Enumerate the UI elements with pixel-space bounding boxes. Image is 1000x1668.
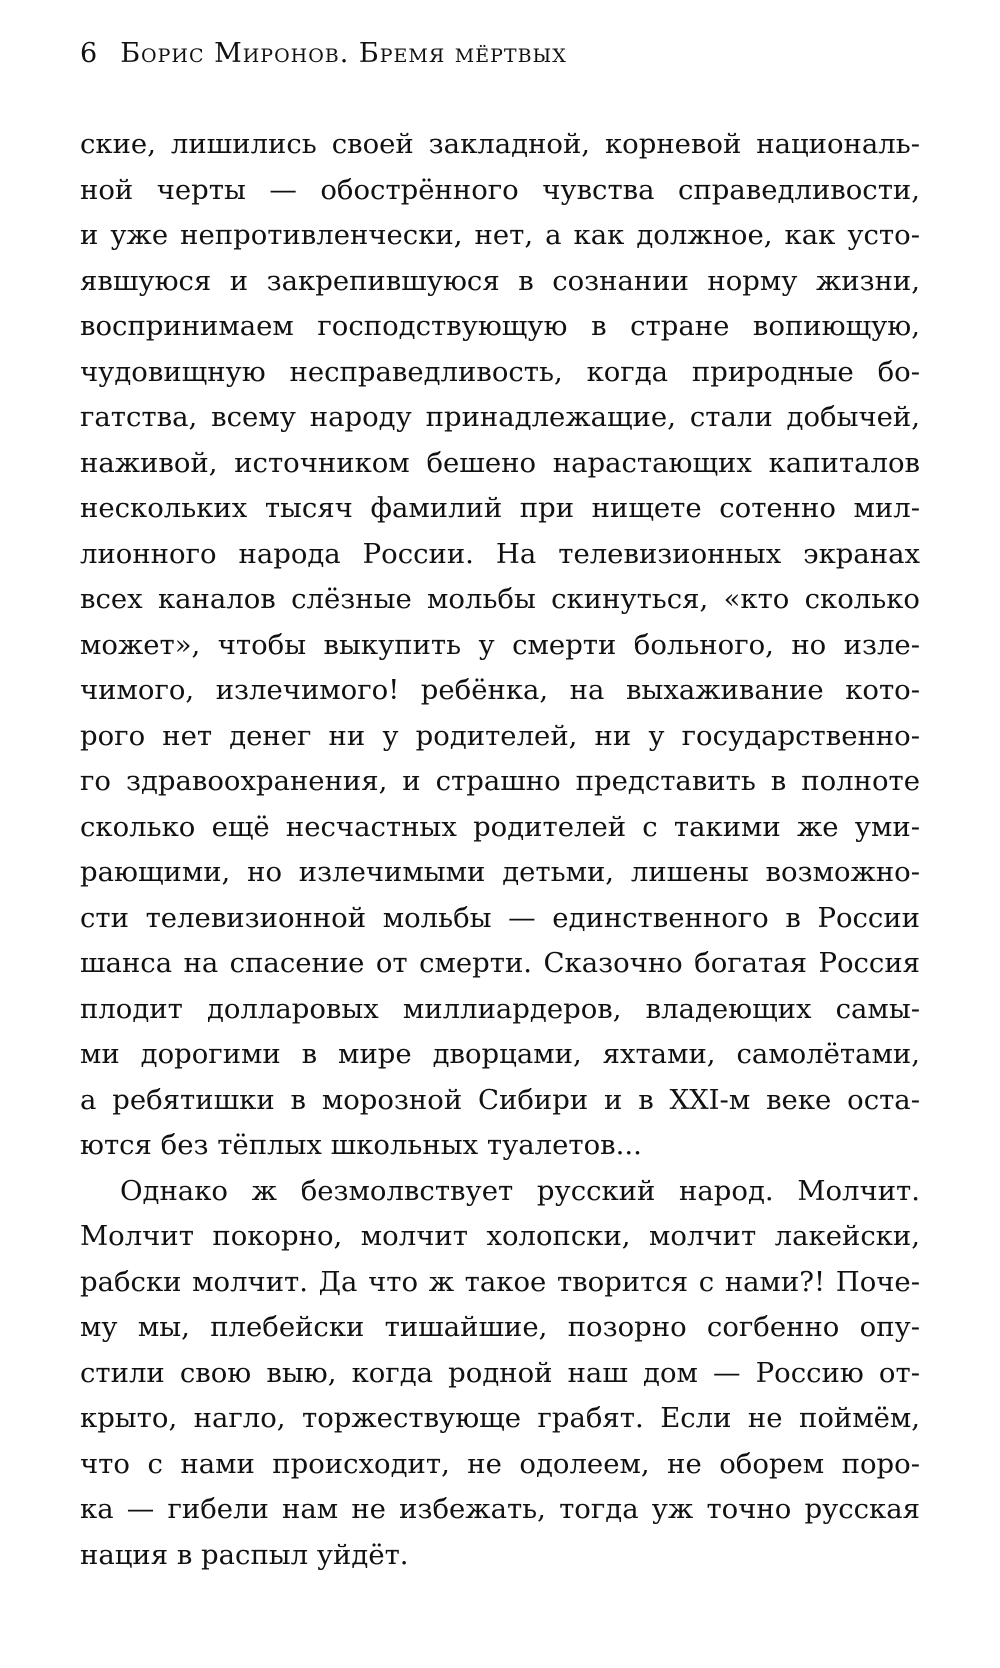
- page-number: 6: [80, 38, 99, 69]
- text-line: рабски молчит. Да что ж такое творится с нами?! Поче-: [80, 1265, 920, 1298]
- text-line: Однако ж безмолвствует русский народ. Молчит.: [120, 1174, 920, 1207]
- text-line: ка — гибели нам не избежать, тогда уж точно русская: [80, 1493, 920, 1525]
- text-line: му мы, плебейски тишайшие, позорно согбенно опу-: [80, 1311, 920, 1343]
- text-line: всех каналов слёзные мольбы скинуться, «кто сколько: [80, 583, 920, 615]
- text-line: а ребятишки в морозной Сибири и в XXI-м веке оста-: [80, 1083, 920, 1116]
- text-line: воспринимаем господствующую в стране вопиющую,: [80, 310, 920, 342]
- text-line: шанса на спасение от смерти. Сказочно богатая Россия: [80, 947, 920, 979]
- text-line: явшуюся и закрепившуюся в сознании норму жизни,: [80, 264, 920, 297]
- text-line: чудовищную несправедливость, когда природные бо-: [80, 355, 920, 388]
- text-line: Молчит покорно, молчит холопски, молчит лакейски,: [80, 1220, 920, 1252]
- text-line: рающими, но излечимыми детьми, лишены возможно-: [80, 856, 920, 888]
- paragraph-2: [80, 1169, 920, 1579]
- text-line: го здравоохранения, и страшно представить в полноте: [80, 765, 920, 797]
- text-line: сколько ещё несчастных родителей с такими же уми-: [80, 810, 920, 843]
- text-line: гатства, всему народу принадлежащие, стали добычей,: [80, 401, 920, 433]
- text-line: рого нет денег ни у родителей, ни у государственно-: [80, 719, 920, 752]
- text-line: крыто, нагло, торжествующе грабят. Если не поймём,: [80, 1402, 920, 1434]
- text-line: наживой, источником бешено нарастающих капиталов: [80, 446, 920, 479]
- text-line: ются без тёплых школьных туалетов...: [80, 1129, 642, 1161]
- text-line: сти телевизионной мольбы — единственного в России: [80, 901, 920, 934]
- text-line: плодит долларовых миллиардеров, владеющих самы-: [80, 992, 920, 1025]
- text-line: стили свою выю, когда родной наш дом — Россию от-: [80, 1356, 920, 1389]
- body-text: [80, 122, 920, 1578]
- text-line: ной черты — обострённого чувства справедливости,: [80, 173, 920, 206]
- text-line: нация в распыл уйдёт.: [80, 1538, 409, 1571]
- text-line: чимого, излечимого! ребёнка, на выхаживание кото-: [80, 674, 920, 706]
- text-line: нескольких тысяч фамилий при нищете сотенно мил-: [80, 492, 920, 524]
- text-line: ми дорогими в мире дворцами, яхтами, самолётами,: [80, 1038, 920, 1070]
- running-head: [80, 38, 567, 69]
- paragraph-1: [80, 122, 920, 1169]
- text-line: может», чтобы выкупить у смерти больного, но изле-: [80, 628, 920, 661]
- text-line: ские, лишились своей закладной, корневой националь-: [80, 128, 920, 160]
- text-line: что с нами происходит, не одолеем, не оборем поро-: [80, 1447, 920, 1480]
- running-head-title: Борис Миронов. Бремя мёртвых: [120, 38, 567, 69]
- text-line: лионного народа России. На телевизионных экранах: [80, 537, 920, 570]
- text-line: и уже непротивленчески, нет, а как должное, как усто-: [80, 219, 920, 251]
